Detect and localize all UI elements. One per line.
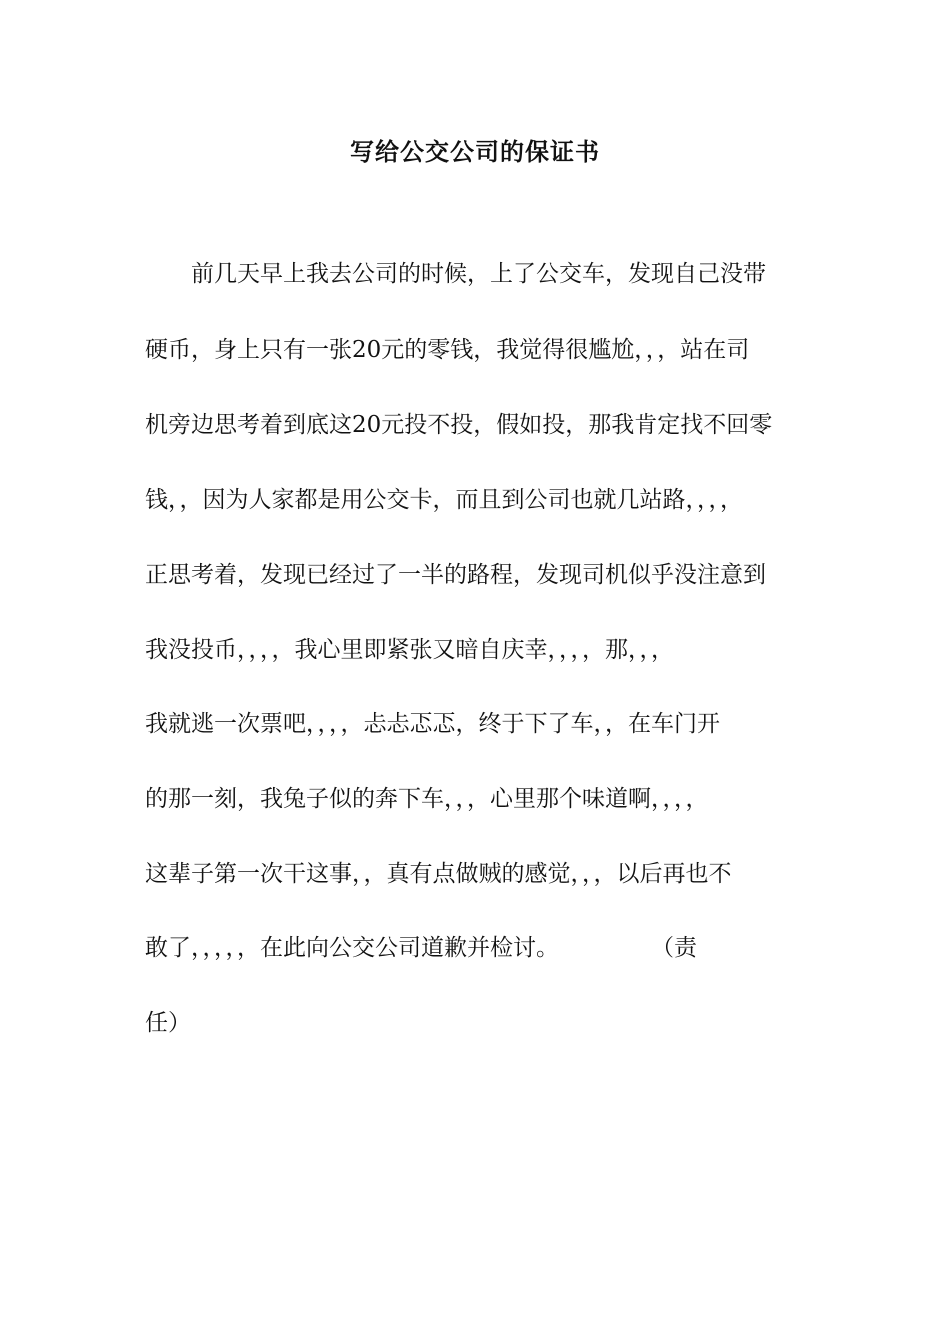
body-line-7: 我就逃一次票吧，，，，忐忐忑忑，终于下了车，，在车门开	[145, 711, 720, 737]
body-line-11: 任）	[145, 1010, 191, 1036]
body-line-4: 钱，，因为人家都是用公交卡，而且到公司也就几站路，，，，	[145, 487, 743, 513]
body-line-9: 这辈子第一次干这事，，真有点做贼的感觉，，，以后再也不	[145, 861, 732, 887]
body-line-2: 硬币，身上只有一张20元的零钱，我觉得很尴尬，，，站在司	[145, 337, 750, 363]
body-line-3: 机旁边思考着到底这20元投不投，假如投，那我肯定找不回零	[145, 412, 773, 438]
body-line-1: 前几天早上我去公司的时候，上了公交车，发现自己没带	[145, 261, 766, 287]
body-line-8: 的那一刻，我兔子似的奔下车，，，心里那个味道啊，，，，	[145, 786, 709, 812]
body-line-5: 正思考着，发现已经过了一半的路程，发现司机似乎没注意到	[145, 562, 766, 588]
document-title: 写给公交公司的保证书	[350, 137, 600, 166]
body-line-6: 我没投币，，，，我心里即紧张又暗自庆幸，，，，那，，，	[145, 637, 674, 663]
body-line-10: 敢了，，，，，在此向公交公司道歉并检讨。 （责	[145, 935, 697, 961]
